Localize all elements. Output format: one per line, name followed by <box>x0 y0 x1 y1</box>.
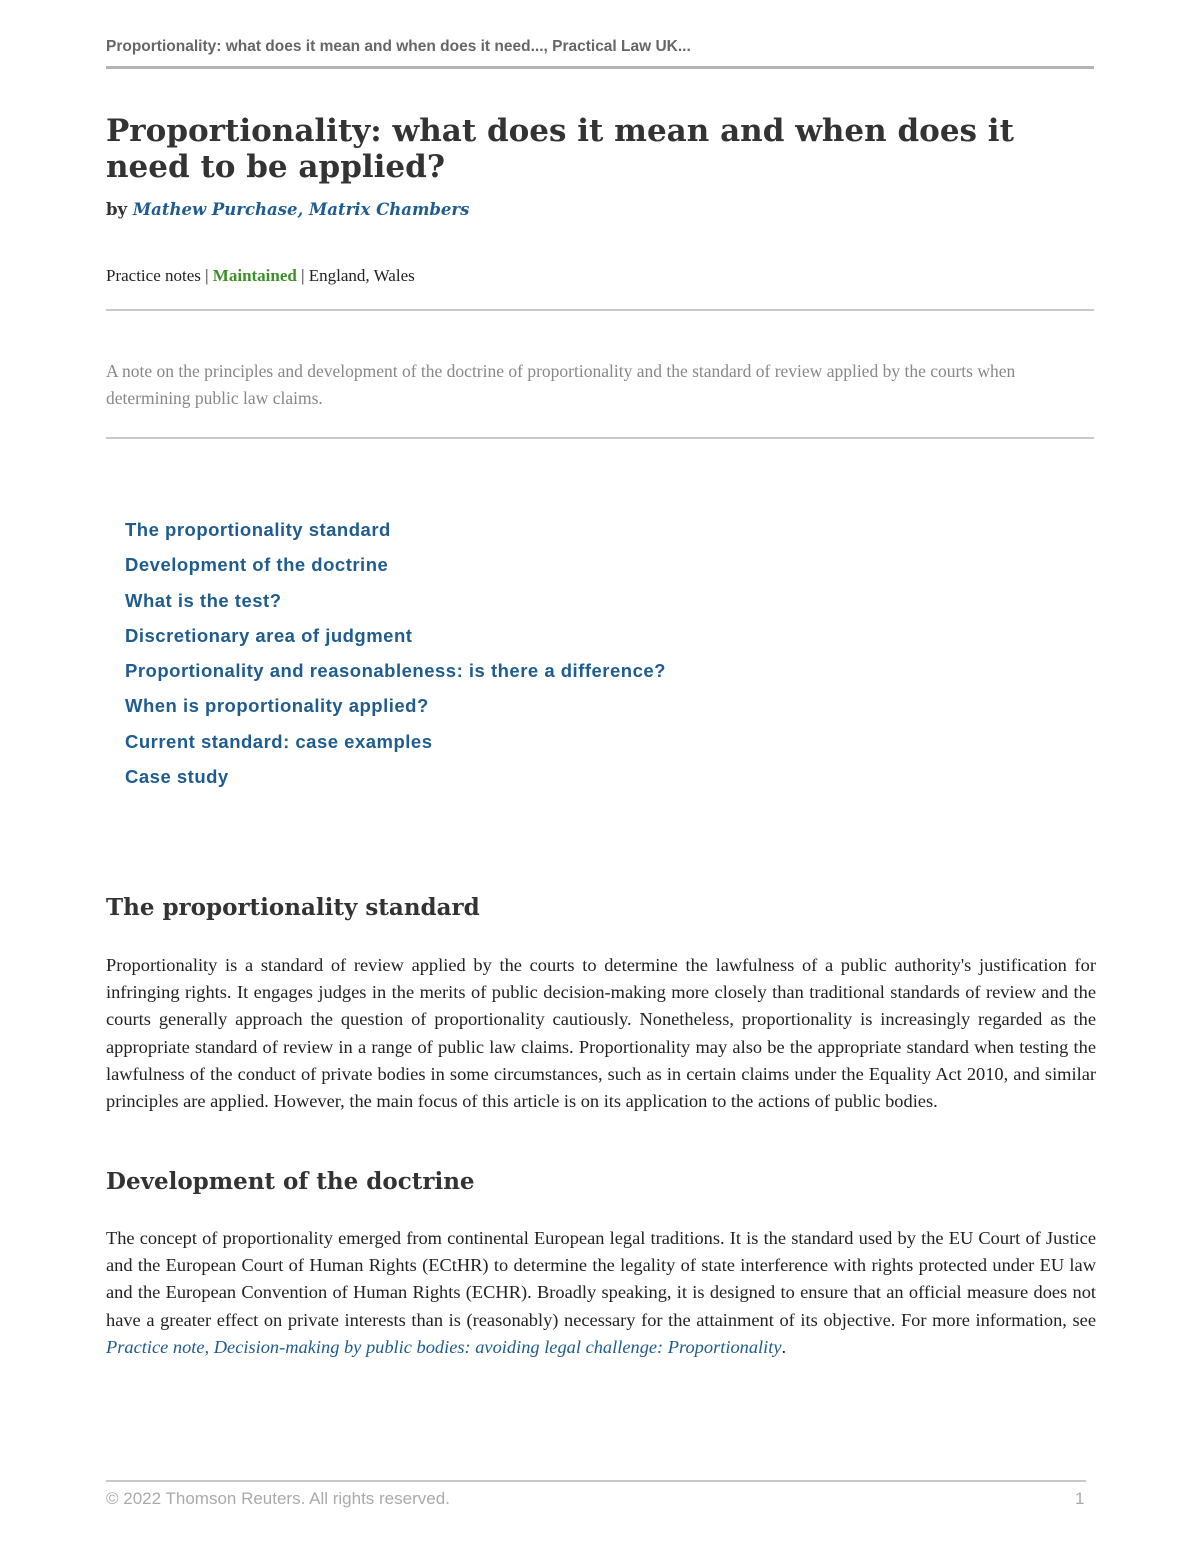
divider <box>106 309 1094 311</box>
document-meta <box>106 266 415 286</box>
document-type: Practice notes <box>106 266 201 285</box>
toc-link[interactable]: Case study <box>125 766 229 788</box>
toc-link[interactable]: What is the test? <box>125 589 282 611</box>
toc-link[interactable]: Proportionality and reasonableness: is there a difference? <box>125 660 666 682</box>
section-paragraph <box>106 1225 1096 1361</box>
table-of-contents <box>125 516 666 798</box>
running-header: Proportionality: what does it mean and when does it need..., Practical Law UK... <box>106 38 691 55</box>
section-heading: The proportionality standard <box>106 894 480 921</box>
byline <box>106 200 469 219</box>
byline-prefix: by <box>106 200 128 219</box>
copyright: © 2022 Thomson Reuters. All rights reserved. <box>106 1489 450 1508</box>
toc-link[interactable]: The proportionality standard <box>125 519 391 540</box>
header-divider <box>106 66 1094 69</box>
paragraph-end: . <box>781 1336 787 1357</box>
jurisdiction: England, Wales <box>308 266 415 285</box>
page-title: Proportionality: what does it mean and when does it need to be applied? <box>106 113 1014 185</box>
document-summary: A note on the principles and development of the doctrine of proportionality and the standard of review applied by the courts when determining public law claims. <box>106 361 1016 408</box>
toc-link[interactable]: Development of the doctrine <box>125 554 389 576</box>
meta-separator: | <box>301 266 305 285</box>
meta-separator: | <box>205 266 209 285</box>
practice-note-link[interactable]: Practice note, Decision-making by public bodies: avoiding legal challenge: Proportionality <box>106 1336 782 1357</box>
toc-link[interactable]: Current standard: case examples <box>125 730 433 752</box>
toc-link[interactable]: Discretionary area of judgment <box>125 624 413 646</box>
paragraph-text: The concept of proportionality emerged from continental European legal traditions. It is the standard used by the EU Court of Justice and the European Court of Human Rights (ECtHR) to determine the legality of state interference with rights protected under EU law and the European Convention of Human Rights (ECHR). Broadly speaking, it is designed to ensure that an official measure does not have a greater effect on private interests than is (reasonably) necessary for the attainment of its objective. For more information, see <box>106 1228 1096 1330</box>
footer-divider <box>106 1480 1086 1482</box>
divider <box>106 437 1094 439</box>
toc-link[interactable]: When is proportionality applied? <box>125 695 429 717</box>
author-link[interactable]: Mathew Purchase, Matrix Chambers <box>132 200 470 219</box>
status-badge: Maintained <box>212 266 297 285</box>
section-paragraph: Proportionality is a standard of review applied by the courts to determine the lawfulness of a public authority's justification for infringing rights. It engages judges in the merits of public decision-making more closely than traditional standards of review and the courts generally approach the question of proportionality cautiously. Nonetheless, proportionality is increasingly regarded as the appropriate standard of review in a range of public law claims. Proportionality may also be the appropriate standard when testing the lawfulness of the conduct of private bodies in some circumstances, such as in certain claims under the Equality Act 2010, and similar principles are applied. However, the main focus of this article is on its application to the actions of public bodies. <box>106 955 1096 1112</box>
section-heading: Development of the doctrine <box>106 1168 475 1195</box>
page-number: 1 <box>1075 1489 1085 1508</box>
